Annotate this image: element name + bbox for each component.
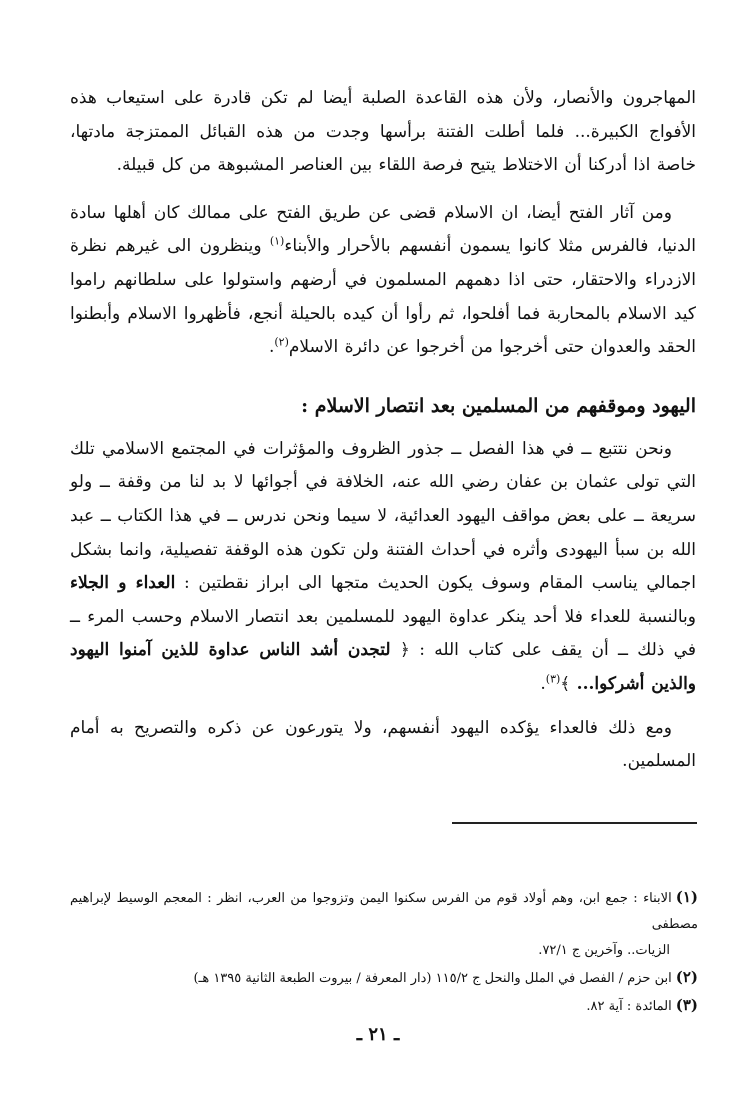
footnote-2-number: (٢) bbox=[675, 968, 698, 986]
paragraph-3-end: . bbox=[540, 673, 546, 694]
footnote-3-text: المائدة : آية ٨٢. bbox=[586, 999, 672, 1014]
footnote-ref-3[interactable]: (٣) bbox=[545, 672, 561, 686]
footnote-2-text: ابن حزم / الفصل في الملل والنحل ج ١١٥/٢ (دار المعرفة / بيروت الطبعة الثانية ١٣٩٥ هـ) bbox=[193, 971, 672, 986]
bold-phrase-enmity-exile: العداء و الجلاء bbox=[70, 573, 176, 594]
footnote-1-continuation: الزيات.. وآخرين ج ٧٢/١. bbox=[538, 943, 670, 958]
paragraph-2-end: . bbox=[268, 337, 275, 358]
footnote-divider bbox=[452, 822, 697, 824]
footnote-1-text: الابناء : جمع ابن، وهم أولاد قوم من الفرس سكنوا اليمن وتزوجوا من العرب، انظر : المعجم الوسيط لإبراهيم مصطفى bbox=[70, 891, 698, 932]
footnote-3-number: (٣) bbox=[675, 996, 698, 1014]
footnote-3 bbox=[70, 992, 698, 1020]
paragraph-3-part-a: ونحن نتتبع ــ في هذا الفصل ــ جذور الظروف والمؤثرات في المجتمع الاسلامي تلك التي تولى عثمان بن عفان رضي الله عنه، الخلافة في أجوائها لا بد لنا من وقفة ــ ولو سريعة ــ على بعض مواقف اليهود العدائية، لا سيما ونحن ندرس ــ في هذا الكتاب ــ عبد الله بن سبأ اليهودى وأثره في أحداث الفتنة ولن تكون هذه الوقفة تفصيلية، وانما بشكل اجمالي يناسب المقام وسوف يكون الحديث متجها الى ابراز نقطتين : bbox=[70, 438, 696, 594]
paragraph-1: المهاجرون والأنصار، ولأن هذه القاعدة الصلبة أيضا لم تكن قادرة على استيعاب هذه الأفواج الكبيرة... فلما أطلت الفتنة برأسها وجدت من هذه القبائل الممتزجة مادتها، خاصة اذا أدركنا أن الاختلاط يتيح فرصة اللقاء بين العناصر المشبوهة من كل قبيلة. bbox=[70, 88, 696, 176]
paragraph-2-part-b: وينظرون الى غيرهم نظرة الازدراء والاحتقار، حتى اذا دهمهم المسلمون في أرضهم واستولوا على سلطانهم راموا كيد الاسلام بالمحاربة فما أفلحوا، ثم رأوا أن كيده بالحيلة أنجع، فأظهروا الاسلام وأبطنوا الحقد والعدوان حتى أخرجوا من أخرجوا عن دائرة الاسلام bbox=[70, 236, 696, 358]
footnote-1-number: (١) bbox=[675, 888, 698, 906]
page-number: ـ ٢١ ـ bbox=[356, 1024, 400, 1045]
quran-verse: لتجدن أشد الناس عداوة للذين آمنوا اليهود والذين أشركوا... bbox=[70, 640, 696, 694]
footnotes bbox=[70, 884, 698, 1020]
paragraph-2 bbox=[70, 197, 696, 365]
footnote-2 bbox=[70, 964, 698, 992]
main-text bbox=[70, 82, 696, 779]
paragraph-4: ومع ذلك فالعداء يؤكده اليهود أنفسهم، ولا يتورعون عن ذكره والتصريح به أمام المسلمين. bbox=[70, 717, 696, 772]
paragraph-3-part-b: وبالنسبة للعداء فلا أحد ينكر عداوة اليهود للمسلمين بعد انتصار الاسلام وحسب المرء ــ في ذلك ــ أن يقف على كتاب الله : ﴿ bbox=[70, 606, 696, 661]
section-heading: اليهود وموقفهم من المسلمين بعد انتصار الاسلام : bbox=[301, 394, 696, 417]
paragraph-2-part-a: ومن آثار الفتح أيضا، ان الاسلام قضى عن طريق الفتح على ممالك كان أهلها سادة الدنيا، فالفرس مثلا كانوا يسمون أنفسهم بالأحرار والأبناء bbox=[70, 202, 696, 257]
paragraph-3 bbox=[70, 433, 696, 702]
footnote-ref-1[interactable]: (١) bbox=[269, 234, 285, 248]
footnote-1 bbox=[70, 884, 698, 938]
footnote-ref-2[interactable]: (٢) bbox=[274, 335, 289, 349]
paragraph-3-part-c: ﴾ bbox=[560, 673, 577, 694]
